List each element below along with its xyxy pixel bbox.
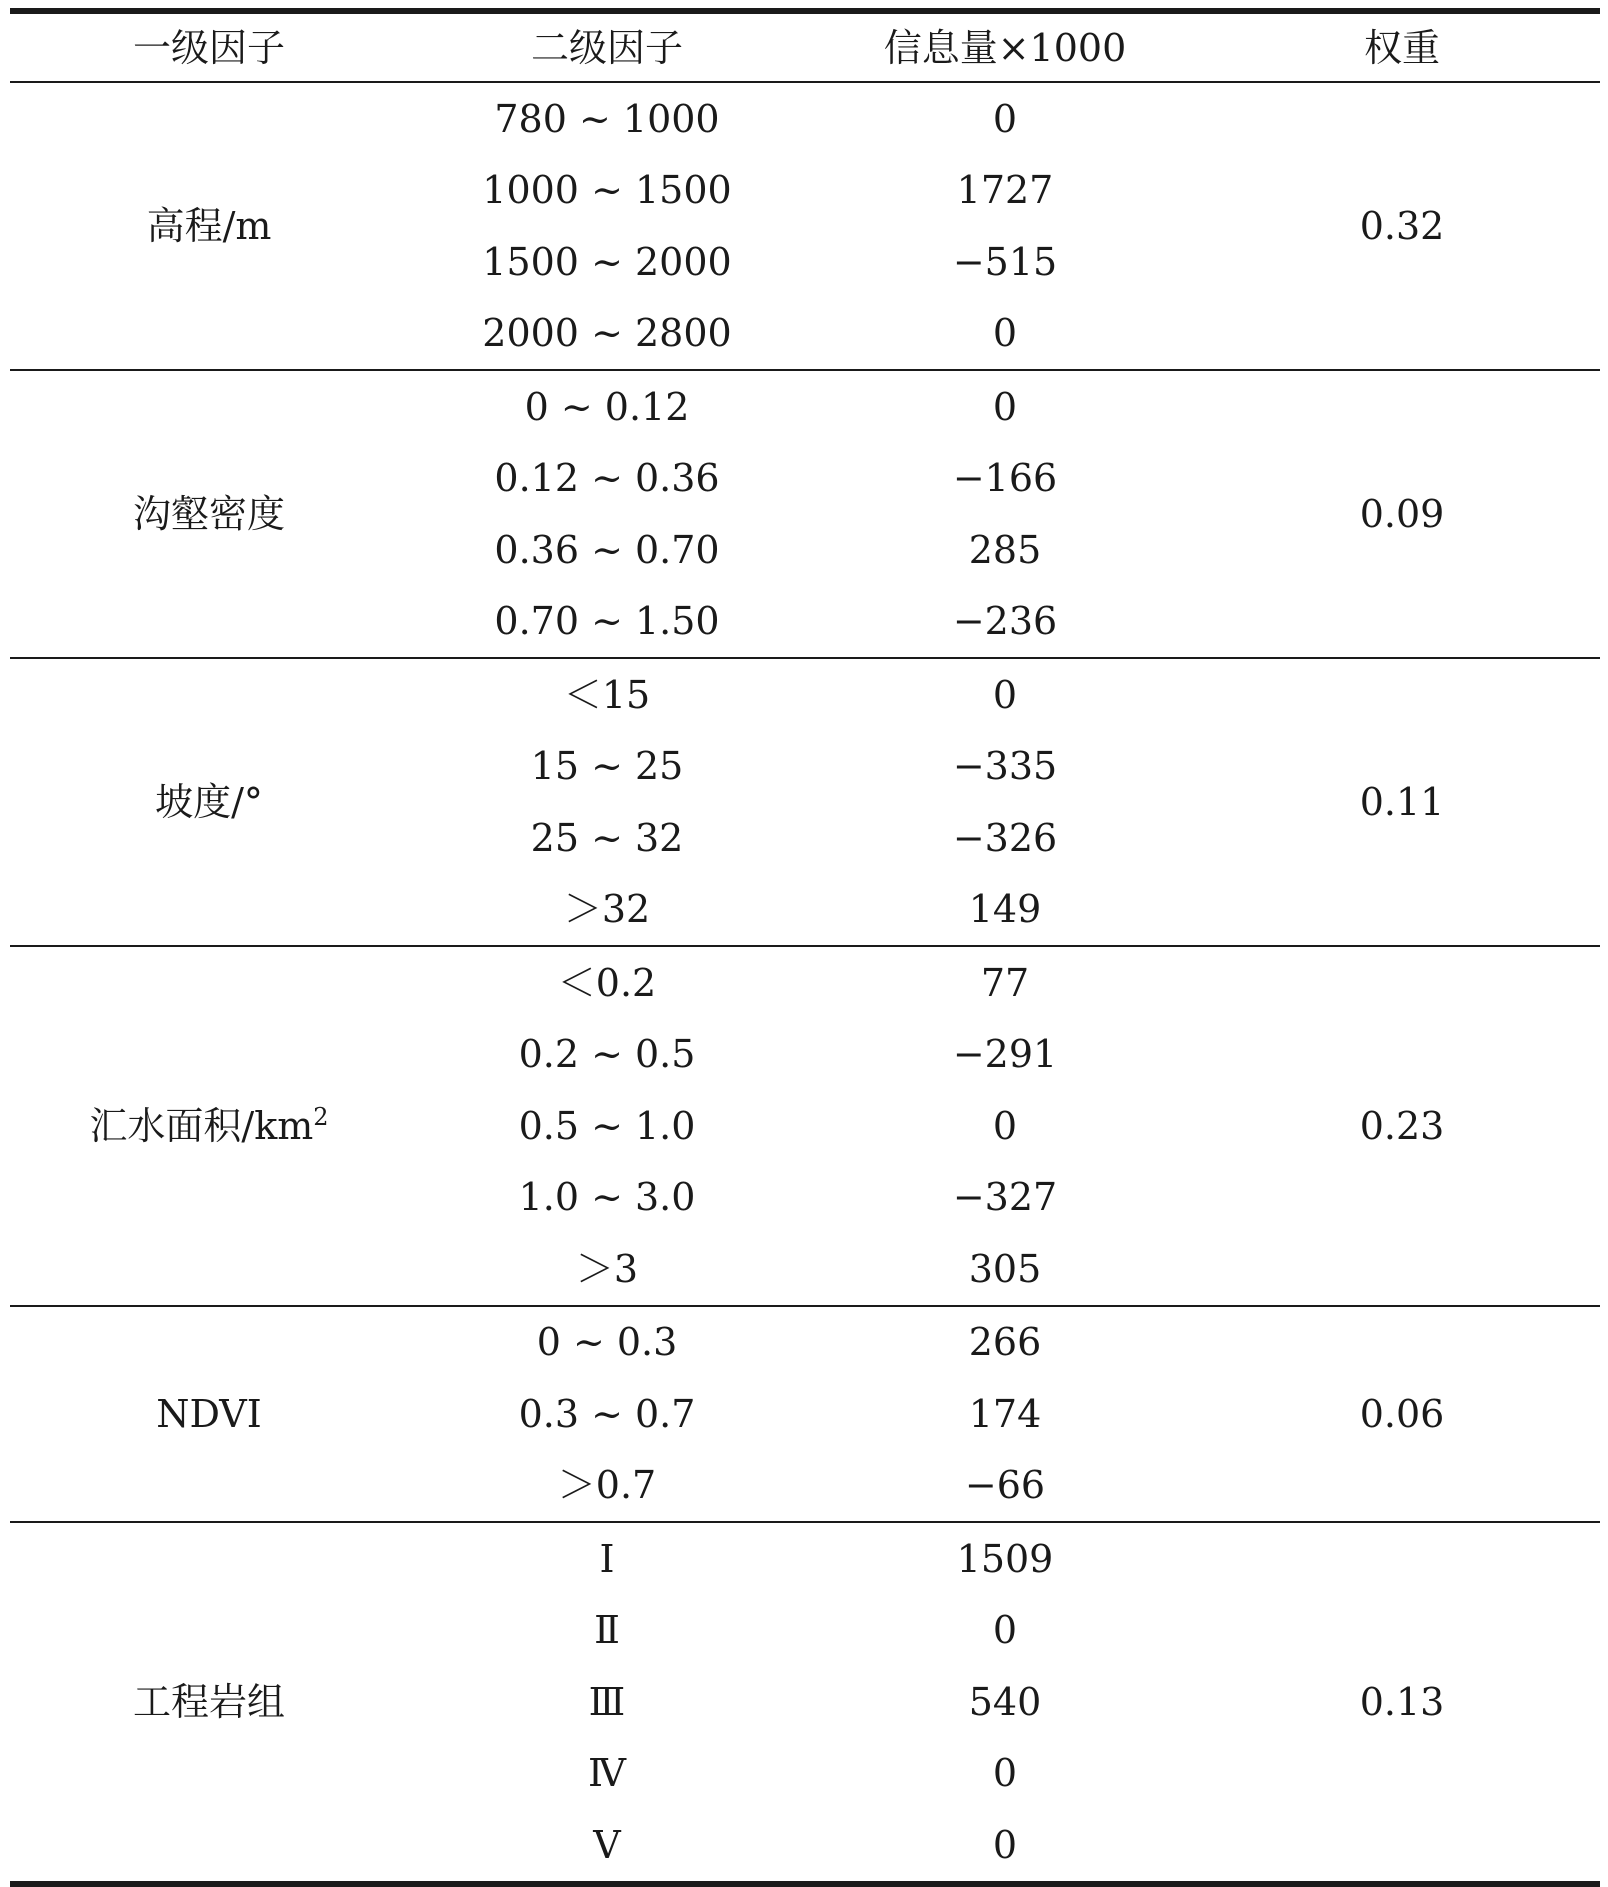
- information-value-cell: −327: [952, 1175, 1058, 1220]
- weight-cell: 0.23: [1204, 946, 1600, 1306]
- weight-cell: 0.32: [1204, 82, 1600, 370]
- information-value-cell: −326: [952, 815, 1058, 860]
- weight-cell: 0.06: [1204, 1306, 1600, 1523]
- information-value-cell: 1727: [956, 168, 1054, 213]
- information-value-cell: −66: [806, 1450, 1204, 1523]
- secondary-factor-cell: ＞32: [408, 874, 806, 947]
- secondary-factor-cell: ＞3: [408, 1233, 806, 1306]
- information-value-cell: 0: [806, 1809, 1204, 1884]
- primary-factor-label: 工程岩组: [132, 1679, 285, 1724]
- information-value-cell: 1509: [956, 1536, 1054, 1581]
- information-value-cell: 149: [806, 874, 1204, 947]
- secondary-factor-cell: 25 ~ 32: [530, 815, 684, 860]
- information-value-cell: 0: [992, 672, 1018, 717]
- information-value-cell: 266: [968, 1320, 1042, 1365]
- primary-factor-label: 汇水面积/km: [89, 1103, 314, 1148]
- header-row: [10, 11, 1600, 82]
- primary-factor-cell: [10, 82, 408, 370]
- secondary-factor-cell: ＜0.2: [557, 960, 657, 1005]
- factor-group: [10, 658, 1600, 946]
- factor-group: [10, 1522, 1600, 1884]
- secondary-factor-cell: 0.5 ~ 1.0: [518, 1103, 696, 1148]
- weight-cell: 0.13: [1204, 1522, 1600, 1884]
- secondary-factor-cell: Ⅱ: [594, 1608, 620, 1653]
- secondary-factor-cell: 0.36 ~ 0.70: [494, 527, 720, 572]
- secondary-factor-cell: 0.3 ~ 0.7: [518, 1391, 696, 1436]
- header-information-value: 信息量×1000: [806, 11, 1204, 82]
- unit-superscript: 2: [313, 1102, 329, 1131]
- secondary-factor-cell: Ⅰ: [599, 1536, 615, 1581]
- information-value-cell: 174: [968, 1391, 1042, 1436]
- primary-factor-label: 沟壑密度: [132, 492, 285, 536]
- secondary-factor-cell: 1000 ~ 1500: [482, 168, 732, 213]
- secondary-factor-cell: ＜15: [563, 672, 651, 717]
- information-value-cell: 540: [968, 1679, 1042, 1724]
- information-value-cell: 77: [980, 960, 1030, 1005]
- table-row: [10, 658, 1600, 731]
- secondary-factor-cell: Ⅴ: [408, 1809, 806, 1884]
- information-value-cell: 0: [992, 384, 1018, 429]
- information-value-cell: −166: [952, 456, 1058, 501]
- factor-weight-table: [10, 8, 1600, 1887]
- information-value-cell: 0: [992, 1751, 1018, 1796]
- header-weight: 权重: [1204, 11, 1600, 82]
- secondary-factor-cell: 0 ~ 0.3: [536, 1320, 678, 1365]
- primary-factor-cell: [10, 370, 408, 658]
- secondary-factor-cell: Ⅲ: [588, 1679, 626, 1724]
- primary-factor-cell: [10, 658, 408, 946]
- secondary-factor-cell: 0.2 ~ 0.5: [518, 1032, 696, 1077]
- secondary-factor-cell: 0.70 ~ 1.50: [408, 586, 806, 659]
- table-row: [10, 1522, 1600, 1595]
- information-value-cell: −236: [806, 586, 1204, 659]
- information-value-cell: −515: [952, 239, 1058, 284]
- factor-group: [10, 946, 1600, 1306]
- secondary-factor-cell: 0 ~ 0.12: [524, 384, 690, 429]
- header-primary-factor: 一级因子: [10, 11, 408, 82]
- information-value-cell: 0: [992, 96, 1018, 141]
- primary-factor-cell: [10, 1306, 408, 1523]
- factor-group: [10, 370, 1600, 658]
- secondary-factor-cell: 1.0 ~ 3.0: [518, 1175, 696, 1220]
- table-row: [10, 1306, 1600, 1379]
- primary-factor-cell: [10, 946, 408, 1306]
- information-value-cell: 0: [992, 1608, 1018, 1653]
- secondary-factor-cell: ＞0.7: [408, 1450, 806, 1523]
- factor-group: [10, 1306, 1600, 1523]
- weight-cell: 0.09: [1204, 370, 1600, 658]
- information-value-cell: 305: [806, 1233, 1204, 1306]
- table-row: [10, 370, 1600, 443]
- weight-cell: 0.11: [1204, 658, 1600, 946]
- header-secondary-factor: 二级因子: [408, 11, 806, 82]
- factor-group: [10, 82, 1600, 370]
- table-header: [10, 11, 1600, 82]
- table-row: [10, 946, 1600, 1019]
- information-value-cell: −335: [952, 744, 1058, 789]
- secondary-factor-cell: Ⅳ: [588, 1751, 626, 1796]
- primary-factor-cell: [10, 1522, 408, 1884]
- primary-factor-label: 坡度/°: [155, 780, 263, 824]
- secondary-factor-cell: 0.12 ~ 0.36: [494, 456, 720, 501]
- primary-factor-label: 高程/m: [146, 204, 272, 248]
- information-value-cell: −291: [952, 1032, 1058, 1077]
- secondary-factor-cell: 780 ~ 1000: [494, 96, 720, 141]
- secondary-factor-cell: 1500 ~ 2000: [482, 239, 732, 284]
- information-value-cell: 0: [806, 298, 1204, 371]
- secondary-factor-cell: 15 ~ 25: [530, 744, 684, 789]
- information-value-cell: 0: [992, 1103, 1018, 1148]
- primary-factor-label: NDVI: [156, 1391, 262, 1436]
- secondary-factor-cell: 2000 ~ 2800: [408, 298, 806, 371]
- information-value-cell: 285: [968, 527, 1042, 572]
- table-row: [10, 82, 1600, 155]
